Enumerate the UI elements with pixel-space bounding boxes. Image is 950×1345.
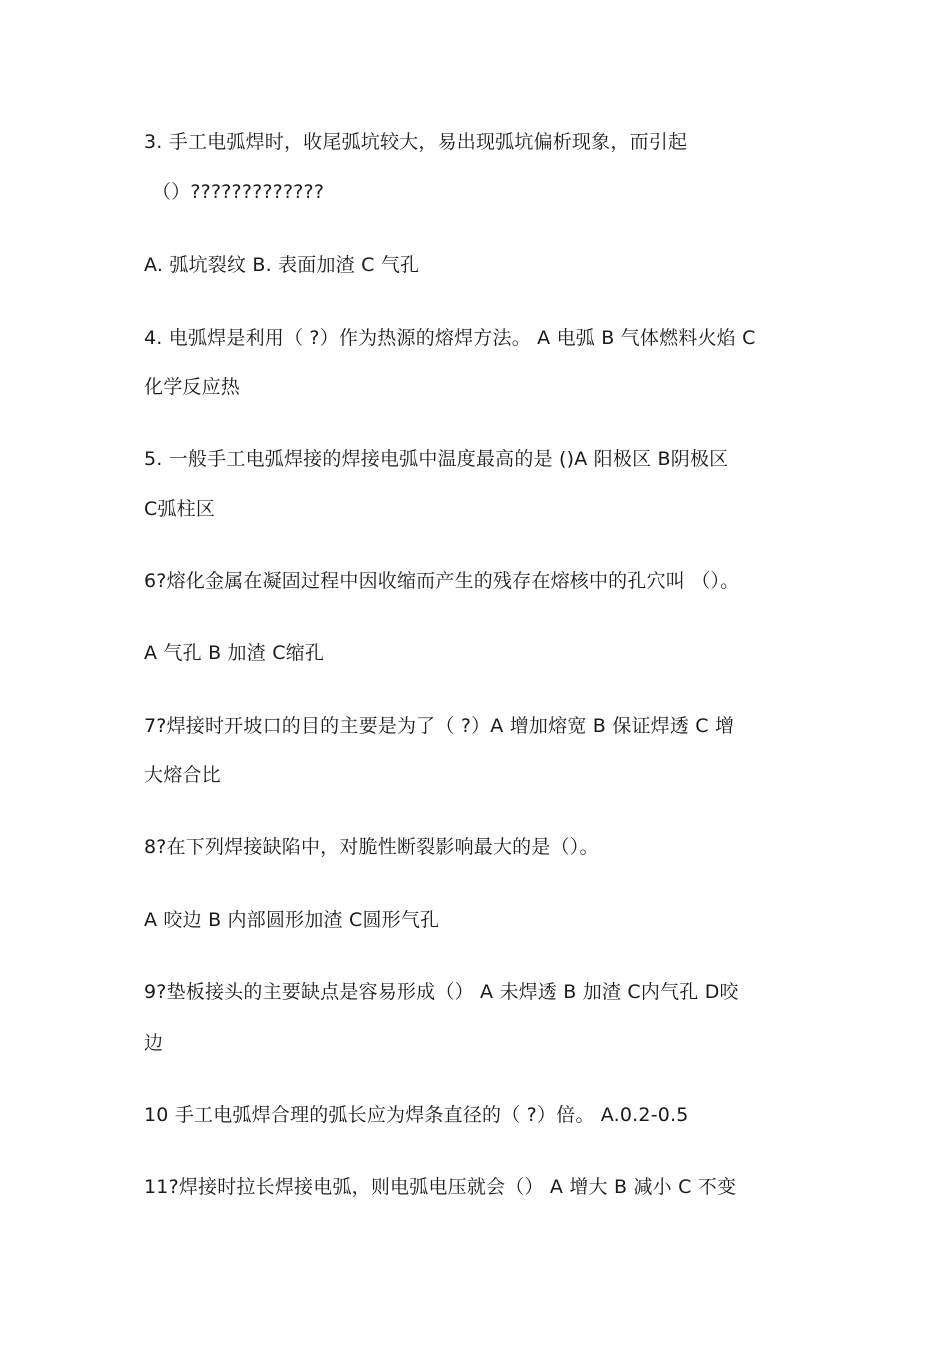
question-6-options: A 气孔 B 加渣 C缩孔 (144, 642, 325, 664)
question-4-line-2: 化学反应热 (144, 376, 241, 398)
question-4-line-1: 4. 电弧焊是利用（ ?）作为热源的熔焊方法。 A 电弧 B 气体燃料火焰 C (144, 327, 756, 349)
question-9-line-2: 边 (144, 1032, 164, 1054)
question-7-line-1: 7?焊接时开坡口的目的主要是为了（ ?）A 增加熔宽 B 保证焊透 C 增 (144, 715, 735, 737)
question-8-line: 8?在下列焊接缺陷中，对脆性断裂影响最大的是（）。 (144, 836, 599, 858)
question-9-line-1: 9?垫板接头的主要缺点是容易形成（） A 未焊透 B 加渣 C内气孔 D咬 (144, 981, 739, 1003)
question-3-line-2: （）????????????? (152, 181, 325, 203)
question-5-line-1: 5. 一般手工电弧焊接的焊接电弧中温度最高的是 ()A 阳极区 B阴极区 (144, 448, 729, 470)
question-3-options: A. 弧坑裂纹 B. 表面加渣 C 气孔 (144, 254, 420, 276)
question-5-line-2: C弧柱区 (144, 498, 216, 520)
question-8-options: A 咬边 B 内部圆形加渣 C圆形气孔 (144, 909, 440, 931)
question-10-line: 10 手工电弧焊合理的弧长应为焊条直径的（ ?）倍。 A.0.2-0.5 (144, 1104, 689, 1126)
question-7-line-2: 大熔合比 (144, 764, 221, 786)
question-6-line: 6?熔化金属在凝固过程中因收缩而产生的残存在熔核中的孔穴叫 （）。 (144, 570, 740, 592)
question-11-line: 11?焊接时拉长焊接电弧，则电弧电压就会（） A 增大 B 减小 C 不变 (144, 1176, 737, 1198)
question-3-line-1: 3. 手工电弧焊时，收尾弧坑较大，易出现弧坑偏析现象，而引起 (144, 131, 688, 153)
